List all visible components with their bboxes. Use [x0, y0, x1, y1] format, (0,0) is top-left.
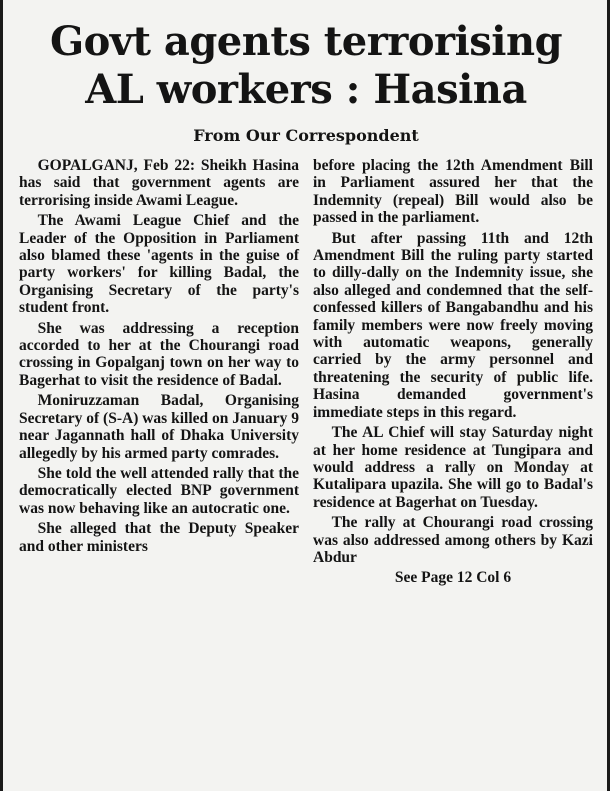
- paragraph: She alleged that the Deputy Speaker and other ministers: [19, 520, 299, 555]
- paragraph: The AL Chief will stay Saturday night at her home residence at Tungipara and would address a rally on Monday at Kutalipara upazila. She will go to Badal's residence at Bagerhat on Tuesday.: [313, 424, 593, 511]
- byline: From Our Correspondent: [193, 126, 419, 145]
- paragraph: The Awami League Chief and the Leader of the Opposition in Parliament also blamed these 'agents in the guise of party workers' for killing Badal, the Organising Secretary of the party's student front.: [19, 212, 299, 317]
- paragraph: Moniruzzaman Badal, Organising Secretary of (S-A) was killed on January 9 near Jagannath hall of Dhaka University allegedly by his armed party comrades.: [19, 392, 299, 462]
- paragraph: She was addressing a reception accorded to her at the Chourangi road crossing in Gopalganj town on her way to Bagerhat to visit the residence of Badal.: [19, 319, 299, 389]
- headline-line-1: Govt agents terrorising: [49, 18, 563, 65]
- paragraph: before placing the 12th Amendment Bill in Parliament assured her that the Indemnity (repeal) Bill would also be passed in the parliament.: [313, 157, 593, 227]
- continuation-note: See Page 12 Col 6: [394, 569, 512, 587]
- paragraph: The rally at Chourangi road crossing was also addressed among others by Kazi Abdur: [313, 514, 593, 566]
- left-column: [19, 157, 299, 587]
- paragraph: She told the well attended rally that the democratically elected BNP government was now behaving like an autocratic one.: [19, 464, 299, 517]
- right-column: [313, 157, 593, 587]
- paragraph: GOPALGANJ, Feb 22: Sheikh Hasina has said that government agents are terrorising inside Awami League.: [19, 157, 299, 209]
- headline-line-2: AL workers : Hasina: [85, 66, 527, 113]
- headline: [19, 18, 593, 114]
- article-body: [19, 157, 593, 587]
- paragraph: But after passing 11th and 12th Amendment Bill the ruling party started to dilly-dally on the Indemnity issue, she also alleged and condemned that the self-confessed killers of Bangabandhu and his family members were now freely moving with automatic weapons, generally carried by the army personnel and threatening the security of public life. Hasina demanded government's immediate steps in this regard.: [313, 229, 593, 421]
